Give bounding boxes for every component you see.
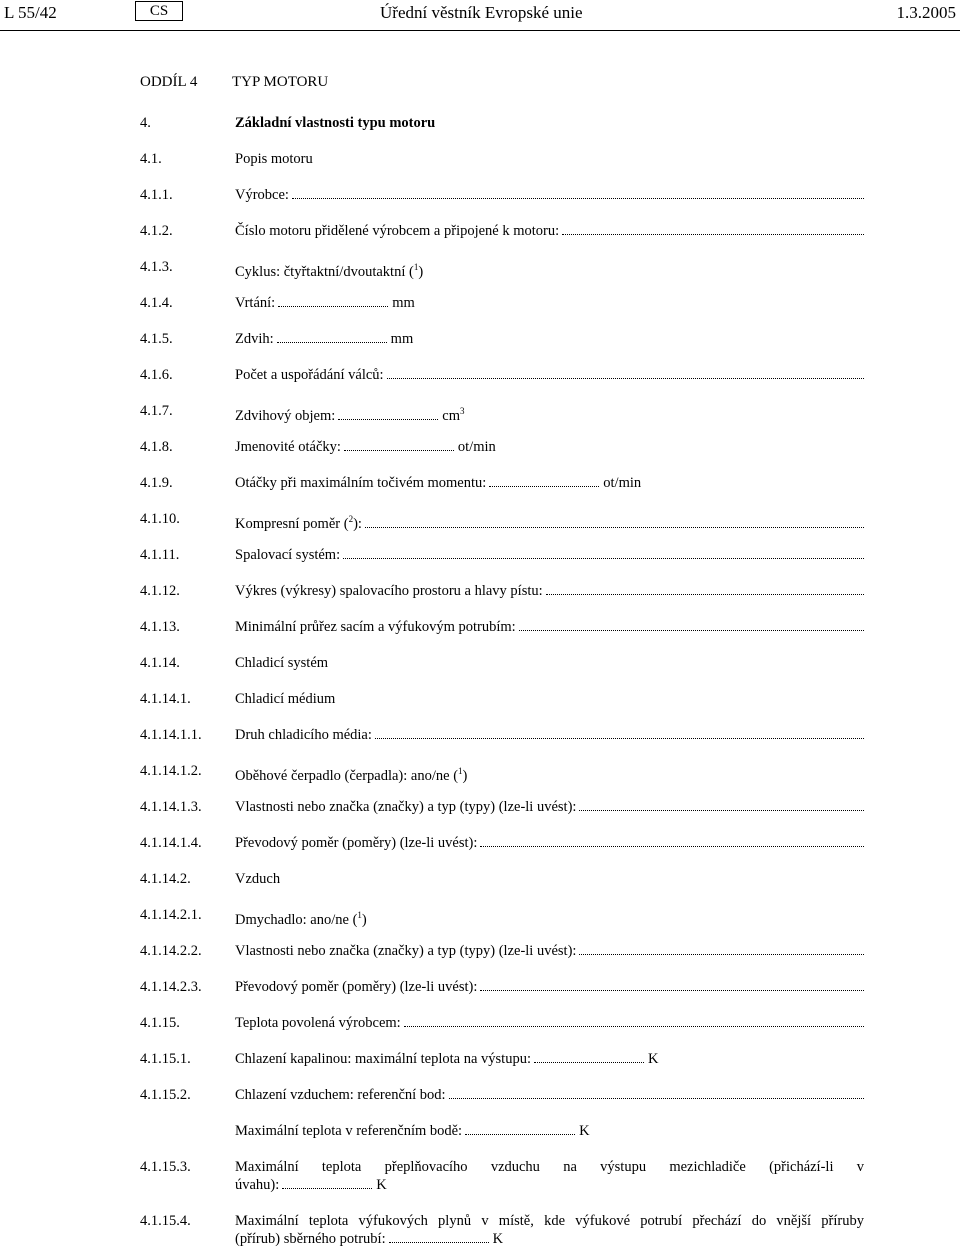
dotted-fill[interactable] (277, 330, 387, 343)
form-row (140, 798, 864, 816)
item-number: 4.1.14.2.1. (140, 907, 202, 923)
item-text (235, 654, 864, 672)
item-number: 4.1.8. (140, 439, 173, 455)
item-label: Převodový poměr (poměry) (lze-li uvést): (235, 835, 478, 851)
dotted-fill[interactable] (338, 407, 438, 420)
item-label-group (235, 618, 516, 636)
form-row (140, 690, 864, 708)
item-text (235, 762, 864, 785)
item-text (235, 798, 864, 816)
item-label: Dmychadlo: ano/ne ( (235, 911, 358, 928)
dotted-fill[interactable] (343, 546, 864, 559)
unit-label: K (492, 1231, 504, 1247)
dotted-fill[interactable] (546, 582, 864, 595)
form-row (140, 1014, 864, 1032)
item-label: Kompresní poměr ( (235, 515, 349, 532)
item-number: 4.1.14. (140, 655, 180, 671)
dotted-fill[interactable] (278, 294, 388, 307)
unit-label: cm (442, 407, 461, 424)
section-label: ODDÍL 4 (140, 74, 198, 90)
item-text (235, 834, 864, 852)
form-row (140, 834, 864, 852)
unit-superscript: 3 (460, 406, 465, 416)
item-number: 4.1. (140, 151, 162, 167)
item-number: 4.1.10. (140, 511, 180, 527)
item-text (235, 978, 864, 996)
unit-label: mm (390, 331, 414, 347)
item-label-group (235, 546, 340, 564)
item-label-group (235, 582, 543, 600)
dotted-fill[interactable] (489, 474, 599, 487)
item-label: Teplota povolená výrobcem: (235, 1015, 401, 1031)
item-label-after: ) (462, 767, 468, 784)
item-label-continued: (přírub) sběrného potrubí: (235, 1231, 386, 1247)
item-number: 4.1.14.1. (140, 691, 191, 707)
item-label-after: ): (353, 515, 362, 532)
unit-label: K (647, 1051, 659, 1067)
header-rule (0, 30, 960, 31)
item-label: Chladicí systém (235, 655, 329, 671)
footnote-ref: 1 (458, 766, 463, 776)
item-text (235, 870, 864, 888)
item-label-group (235, 942, 576, 960)
item-label-group (235, 834, 477, 852)
item-text (235, 114, 864, 132)
item-number: 4.1.15.1. (140, 1051, 191, 1067)
dotted-fill[interactable] (282, 1176, 372, 1189)
item-text (235, 474, 864, 492)
item-label: Vlastnosti nebo značka (značky) a typ (typy) (lze-li uvést): (235, 799, 577, 815)
item-number: 4.1.9. (140, 475, 173, 491)
item-label: Zdvih: (235, 331, 274, 347)
item-line (235, 1176, 864, 1194)
item-text (235, 510, 864, 533)
item-label: Maximální teplota v referenčním bodě: (235, 1123, 463, 1139)
item-text (235, 222, 864, 240)
form-row (140, 1122, 864, 1140)
item-label: Maximální teplota výfukových plynů v místě, kde výfukové potrubí přechází do vnější příruby (235, 1213, 864, 1229)
dotted-fill[interactable] (579, 942, 864, 955)
item-label: Vlastnosti nebo značka (značky) a typ (typy) (lze-li uvést): (235, 943, 577, 959)
item-label: Jmenovité otáčky: (235, 439, 341, 455)
item-text (235, 1014, 864, 1032)
item-number: 4.1.15.4. (140, 1213, 191, 1229)
unit-label: mm (392, 295, 415, 311)
form-row (140, 582, 864, 600)
form-row (140, 618, 864, 636)
item-label-group (235, 1086, 446, 1104)
form-row (140, 186, 864, 204)
item-number: 4. (140, 115, 151, 131)
form-row (140, 474, 864, 492)
section-title: TYP MOTORU (232, 74, 329, 90)
item-number: 4.1.14.1.2. (140, 763, 202, 779)
language-badge: CS (135, 1, 183, 21)
item-label-group (235, 1014, 401, 1032)
item-number: 4.1.1. (140, 187, 173, 203)
form-row (140, 546, 864, 564)
form-row (140, 654, 864, 672)
form-row (140, 1086, 864, 1104)
form-row (140, 366, 864, 384)
item-number: 4.1.11. (140, 547, 180, 563)
item-label: Otáčky při maximálním točivém momentu: (235, 475, 487, 491)
item-number: 4.1.15.2. (140, 1087, 191, 1103)
form-row (140, 870, 864, 888)
item-text (235, 402, 864, 425)
form-row (140, 510, 864, 533)
item-number: 4.1.14.2. (140, 871, 191, 887)
dotted-fill[interactable] (365, 515, 864, 528)
item-label: Maximální teplota přeplňovacího vzduchu na výstupu mezichladiče (přichází-li v (235, 1159, 864, 1175)
form-row (140, 438, 864, 456)
footnote-ref: 1 (413, 262, 419, 272)
dotted-fill[interactable] (387, 366, 864, 379)
item-number: 4.1.2. (140, 223, 173, 239)
item-number (140, 1122, 235, 1140)
item-number: 4.1.14.1.1. (140, 727, 202, 743)
dotted-fill[interactable] (562, 222, 864, 235)
item-text (235, 906, 864, 929)
item-number: 4.1.6. (140, 367, 173, 383)
page-header (0, 0, 960, 30)
item-label-group (235, 798, 576, 816)
dotted-fill[interactable] (449, 1086, 864, 1099)
item-text (235, 1086, 864, 1104)
item-text (235, 258, 864, 281)
item-label: Zdvihový objem: (235, 407, 336, 424)
footnote-ref: 1 (357, 910, 362, 920)
form-row (140, 114, 864, 132)
unit-label: ot/min (603, 475, 642, 491)
page-reference: L 55/42 (4, 3, 57, 22)
item-label: Číslo motoru přidělené výrobcem a připojené k motoru: (235, 223, 560, 239)
item-text (235, 186, 864, 204)
item-label: Počet a uspořádání válců: (235, 367, 384, 383)
unit-label: K (579, 1123, 590, 1139)
form-row (140, 222, 864, 240)
form-row (140, 402, 864, 425)
unit-label: ot/min (457, 439, 496, 455)
item-label-group (235, 186, 289, 204)
item-number: 4.1.5. (140, 331, 173, 347)
item-label-group (235, 510, 362, 533)
item-line (235, 1158, 864, 1176)
item-text (235, 618, 864, 636)
form-row (140, 906, 864, 929)
dotted-fill[interactable] (375, 726, 864, 739)
form-row (140, 1050, 864, 1068)
form-row (140, 942, 864, 960)
item-label: Vzduch (235, 871, 281, 887)
journal-title: Úřední věstník Evropské unie (380, 3, 583, 22)
form-row (140, 294, 864, 312)
item-label-group (235, 978, 477, 996)
item-label: Výkres (výkresy) spalovacího prostoru a hlavy pístu: (235, 583, 543, 599)
footnote-ref: 2 (348, 514, 354, 524)
item-label: Základní vlastnosti typu motoru (235, 115, 436, 131)
item-label: Chladicí médium (235, 691, 336, 707)
item-label: Oběhové čerpadlo (čerpadla): ano/ne ( (235, 767, 459, 784)
item-number: 4.1.14.1.4. (140, 835, 202, 851)
item-text (235, 582, 864, 600)
item-number: 4.1.4. (140, 295, 173, 311)
item-text (235, 1122, 864, 1140)
item-text (235, 438, 864, 456)
publication-date: 1.3.2005 (896, 3, 956, 22)
item-text (235, 726, 864, 744)
item-number: 4.1.15. (140, 1015, 180, 1031)
item-label: Cyklus: čtyřtaktní/dvoutaktní ( (235, 263, 414, 280)
item-text (235, 366, 864, 384)
item-label: Spalovací systém: (235, 547, 341, 563)
item-number: 4.1.14.2.2. (140, 943, 202, 959)
dotted-fill[interactable] (519, 618, 864, 631)
form-row (140, 330, 864, 348)
item-label-after: ) (418, 263, 424, 280)
item-label: Popis motoru (235, 151, 313, 167)
item-number: 4.1.14.2.3. (140, 979, 202, 995)
item-line (235, 1230, 864, 1248)
item-number: 4.1.15.3. (140, 1159, 191, 1175)
dotted-fill[interactable] (389, 1230, 489, 1243)
item-text (235, 150, 864, 168)
item-label: Minimální průřez sacím a výfukovým potrubím: (235, 619, 516, 635)
form-row (140, 762, 864, 785)
form-row (140, 726, 864, 744)
item-label-group (235, 366, 384, 384)
dotted-fill[interactable] (480, 834, 864, 847)
item-number: 4.1.3. (140, 259, 173, 275)
dotted-fill[interactable] (465, 1122, 575, 1135)
dotted-fill[interactable] (292, 186, 864, 199)
item-label-group (235, 222, 559, 240)
dotted-fill[interactable] (404, 1014, 864, 1027)
form-row (140, 150, 864, 168)
item-text (235, 690, 864, 708)
dotted-fill[interactable] (344, 438, 454, 451)
form-row (140, 258, 864, 281)
item-label: Převodový poměr (poměry) (lze-li uvést): (235, 979, 478, 995)
section-heading (140, 74, 328, 91)
item-text (235, 546, 864, 564)
item-number: 4.1.12. (140, 583, 180, 599)
form-row (140, 978, 864, 996)
form-row (140, 1158, 864, 1194)
dotted-fill[interactable] (480, 978, 864, 991)
dotted-fill[interactable] (579, 798, 864, 811)
item-text (235, 330, 864, 348)
item-text (235, 1212, 864, 1248)
item-number: 4.1.14.1.3. (140, 799, 202, 815)
item-text (235, 1158, 864, 1194)
item-label: Vrtání: (235, 295, 276, 311)
item-text (235, 1050, 864, 1068)
item-label: Chlazení vzduchem: referenční bod: (235, 1087, 446, 1103)
item-label: Chlazení kapalinou: maximální teplota na výstupu: (235, 1051, 531, 1067)
dotted-fill[interactable] (534, 1050, 644, 1063)
item-label-after: ) (361, 911, 367, 928)
item-number: 4.1.7. (140, 403, 173, 419)
item-label: Výrobce: (235, 187, 289, 203)
unit-label: K (376, 1177, 387, 1193)
item-label-group (235, 726, 372, 744)
item-text (235, 942, 864, 960)
item-number: 4.1.13. (140, 619, 180, 635)
item-text (235, 294, 864, 312)
item-label: Druh chladicího média: (235, 727, 372, 743)
item-line (235, 1212, 864, 1230)
item-label-continued: úvahu): (235, 1177, 280, 1193)
form-row (140, 1212, 864, 1248)
